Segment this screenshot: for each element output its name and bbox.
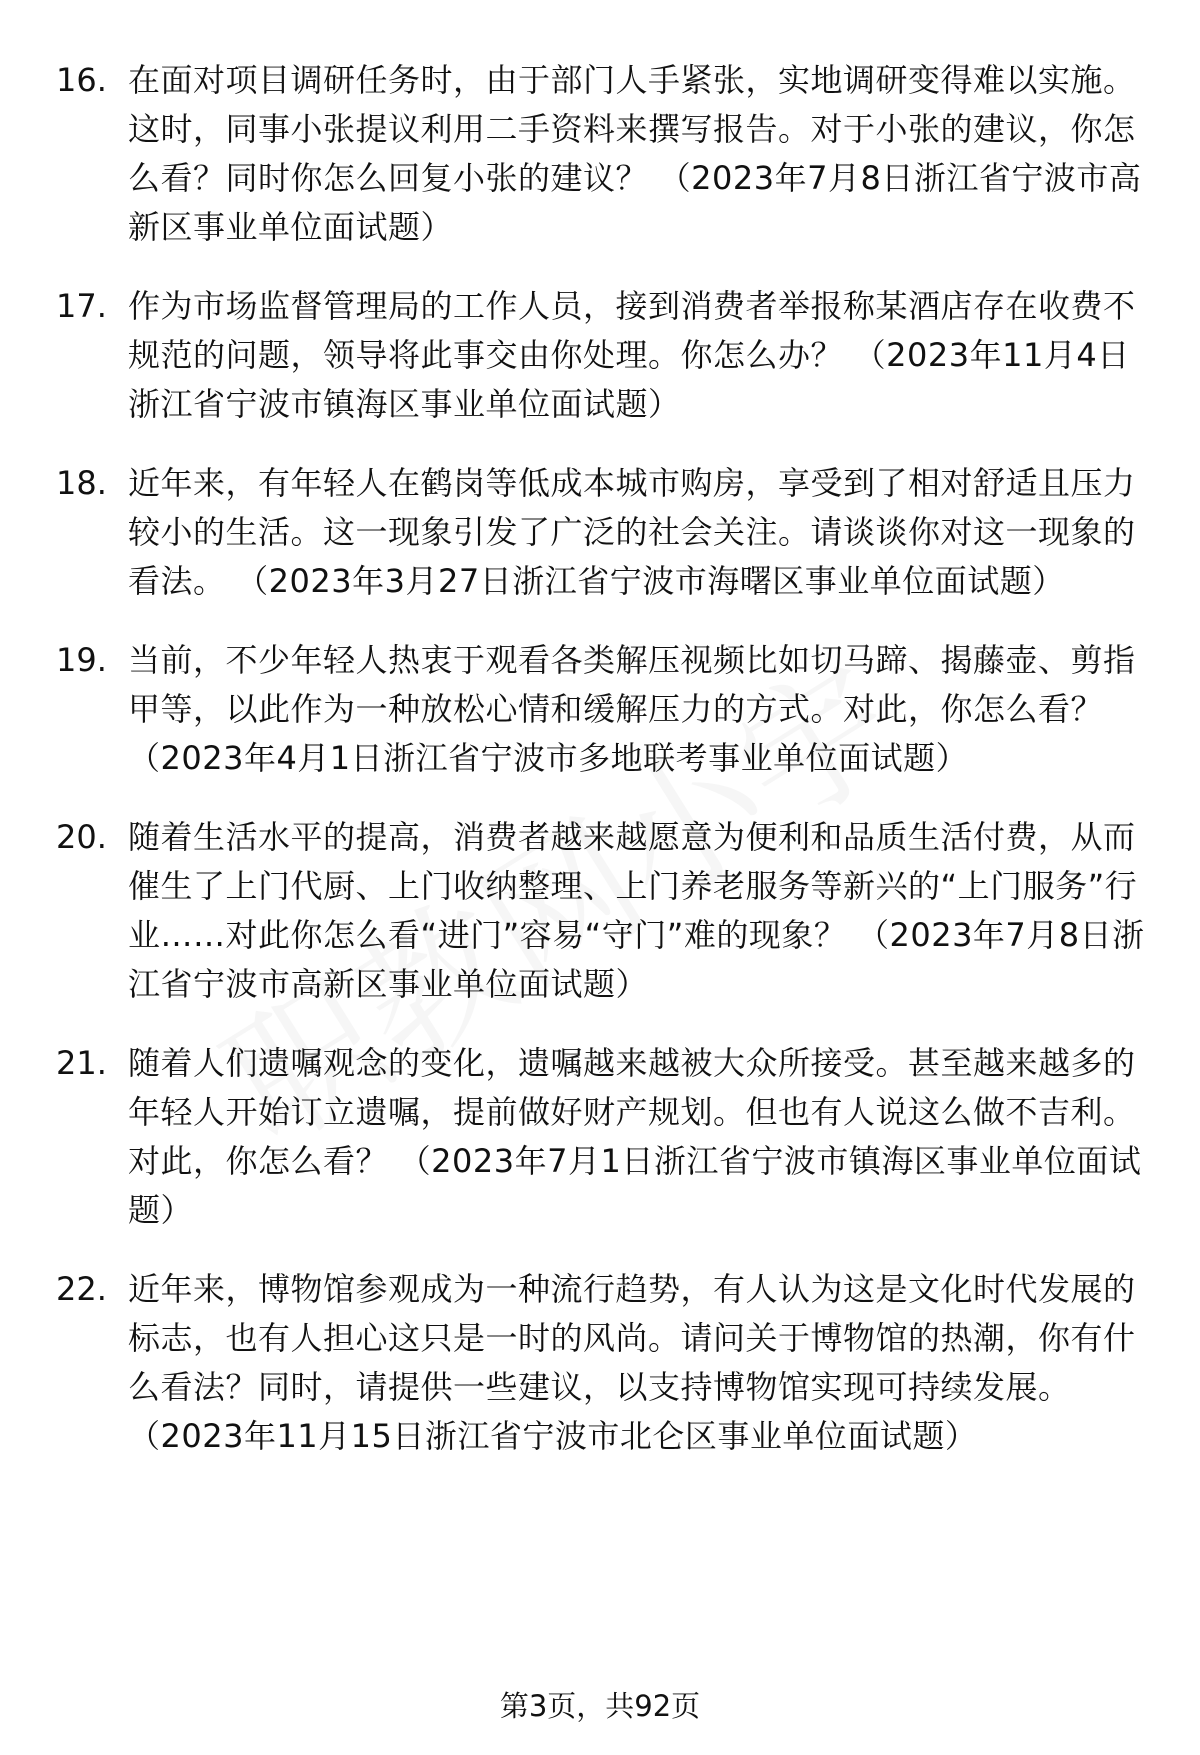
list-item	[56, 636, 1156, 783]
question-text: 当前，不少年轻人热衷于观看各类解压视频比如切马蹄、揭藤壶、剪指甲等，以此作为一种放松心情和缓解压力的方式。对此，你怎么看？ （2023年4月1日浙江省宁波市多地联考事业单位面试题）	[128, 641, 1136, 777]
question-number: 19.	[56, 641, 107, 679]
page-footer	[0, 1686, 1200, 1726]
question-number: 22.	[56, 1270, 107, 1308]
question-text: 作为市场监督管理局的工作人员，接到消费者举报称某酒店存在收费不规范的问题，领导将此事交由你处理。你怎么办？ （2023年11月4日浙江省宁波市镇海区事业单位面试题）	[128, 287, 1136, 423]
list-item	[56, 56, 1156, 252]
question-list	[56, 56, 1156, 1491]
list-item	[56, 459, 1156, 606]
question-number: 16.	[56, 61, 107, 99]
list-item	[56, 1039, 1156, 1235]
question-text: 近年来，博物馆参观成为一种流行趋势，有人认为这是文化时代发展的标志，也有人担心这只是一时的风尚。请问关于博物馆的热潮，你有什么看法？同时，请提供一些建议，以支持博物馆实现可持续发展。 （2023年11月15日浙江省宁波市北仑区事业单位面试题）	[128, 1270, 1136, 1455]
page-number-label: 第3页，共92页	[499, 1689, 701, 1723]
list-item	[56, 1265, 1156, 1461]
question-text: 近年来，有年轻人在鹤岗等低成本城市购房，享受到了相对舒适且压力较小的生活。这一现象引发了广泛的社会关注。请谈谈你对这一现象的看法。 （2023年3月27日浙江省宁波市海曙区事业单位面试题）	[128, 464, 1136, 600]
question-text: 随着人们遗嘱观念的变化，遗嘱越来越被大众所接受。甚至越来越多的年轻人开始订立遗嘱，提前做好财产规划。但也有人说这么做不吉利。对此，你怎么看？ （2023年7月1日浙江省宁波市镇海区事业单位面试题）	[128, 1044, 1142, 1229]
list-item	[56, 282, 1156, 429]
list-item	[56, 813, 1156, 1009]
question-text: 随着生活水平的提高，消费者越来越愿意为便利和品质生活付费，从而催生了上门代厨、上门收纳整理、上门养老服务等新兴的“上门服务”行业……对此你怎么看“进门”容易“守门”难的现象？ （2023年7月8日浙江省宁波市高新区事业单位面试题）	[128, 818, 1145, 1003]
question-number: 17.	[56, 287, 107, 325]
question-text: 在面对项目调研任务时，由于部门人手紧张，实地调研变得难以实施。这时，同事小张提议利用二手资料来撰写报告。对于小张的建议，你怎么看？同时你怎么回复小张的建议？ （2023年7月8日浙江省宁波市高新区事业单位面试题）	[128, 61, 1142, 246]
question-number: 21.	[56, 1044, 107, 1082]
question-number: 18.	[56, 464, 107, 502]
question-number: 20.	[56, 818, 107, 856]
